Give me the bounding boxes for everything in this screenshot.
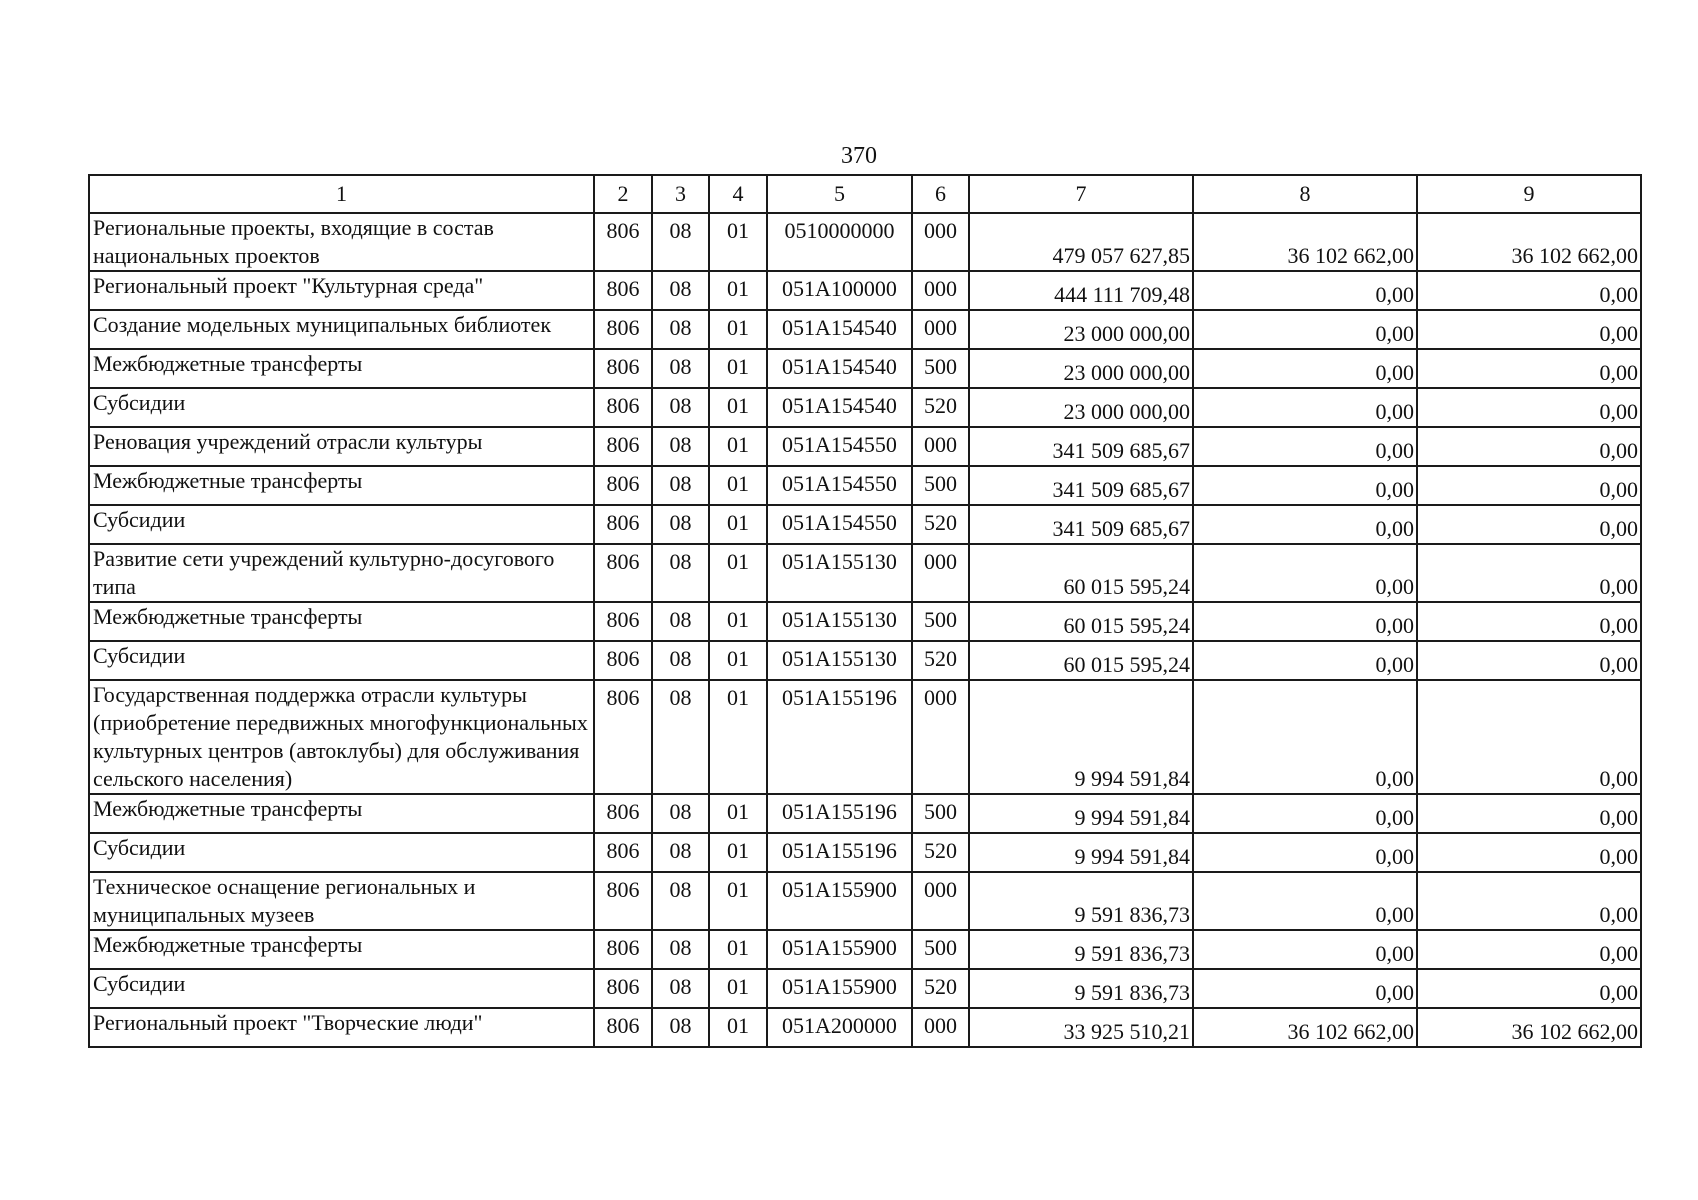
admin-code-cell: 806 [594,930,652,969]
amount-col9-cell: 0,00 [1417,271,1641,310]
section-code-cell: 08 [652,466,709,505]
amount-col8-cell: 36 102 662,00 [1193,213,1417,271]
amount-col9-cell: 0,00 [1417,794,1641,833]
row-name-cell: Региональный проект "Творческие люди" [89,1008,594,1047]
amount-col8-cell: 36 102 662,00 [1193,1008,1417,1047]
table-header [89,175,1641,213]
expense-type-cell: 000 [912,310,969,349]
admin-code-cell: 806 [594,544,652,602]
expense-type-cell: 500 [912,602,969,641]
section-code-cell: 08 [652,271,709,310]
amount-col9-cell: 0,00 [1417,602,1641,641]
row-name-cell: Развитие сети учреждений культурно-досугового типа [89,544,594,602]
expense-type-cell: 000 [912,680,969,794]
amount-col7-cell: 60 015 595,24 [969,641,1193,680]
target-article-cell: 051A155196 [767,833,912,872]
header-cell: 6 [912,175,969,213]
subsection-code-cell: 01 [709,544,767,602]
row-name-cell: Межбюджетные трансферты [89,930,594,969]
section-code-cell: 08 [652,641,709,680]
target-article-cell: 051A155130 [767,544,912,602]
expense-type-cell: 000 [912,872,969,930]
amount-col8-cell: 0,00 [1193,969,1417,1008]
expense-type-cell: 000 [912,213,969,271]
section-code-cell: 08 [652,1008,709,1047]
section-code-cell: 08 [652,602,709,641]
expense-type-cell: 500 [912,930,969,969]
target-article-cell: 051A155130 [767,602,912,641]
amount-col7-cell: 9 591 836,73 [969,930,1193,969]
subsection-code-cell: 01 [709,602,767,641]
amount-col7-cell: 33 925 510,21 [969,1008,1193,1047]
row-name-cell: Субсидии [89,388,594,427]
expense-type-cell: 500 [912,466,969,505]
admin-code-cell: 806 [594,310,652,349]
table-row [89,641,1641,680]
section-code-cell: 08 [652,969,709,1008]
amount-col8-cell: 0,00 [1193,872,1417,930]
subsection-code-cell: 01 [709,213,767,271]
table-row [89,1008,1641,1047]
amount-col8-cell: 0,00 [1193,544,1417,602]
expense-type-cell: 500 [912,349,969,388]
row-name-cell: Субсидии [89,505,594,544]
header-cell: 1 [89,175,594,213]
subsection-code-cell: 01 [709,427,767,466]
table-row [89,930,1641,969]
expense-type-cell: 000 [912,427,969,466]
admin-code-cell: 806 [594,680,652,794]
admin-code-cell: 806 [594,388,652,427]
subsection-code-cell: 01 [709,310,767,349]
admin-code-cell: 806 [594,602,652,641]
amount-col7-cell: 9 994 591,84 [969,794,1193,833]
amount-col9-cell: 0,00 [1417,310,1641,349]
amount-col8-cell: 0,00 [1193,833,1417,872]
amount-col9-cell: 36 102 662,00 [1417,213,1641,271]
table-row [89,213,1641,271]
budget-table [88,174,1642,1048]
amount-col7-cell: 341 509 685,67 [969,427,1193,466]
row-name-cell: Межбюджетные трансферты [89,794,594,833]
row-name-cell: Реновация учреждений отрасли культуры [89,427,594,466]
target-article-cell: 051A154540 [767,388,912,427]
header-row [89,175,1641,213]
admin-code-cell: 806 [594,794,652,833]
table-row [89,544,1641,602]
admin-code-cell: 806 [594,349,652,388]
table-row [89,969,1641,1008]
subsection-code-cell: 01 [709,872,767,930]
expense-type-cell: 520 [912,388,969,427]
admin-code-cell: 806 [594,213,652,271]
page-number: 370 [841,143,877,169]
subsection-code-cell: 01 [709,466,767,505]
header-cell: 9 [1417,175,1641,213]
expense-type-cell: 520 [912,505,969,544]
subsection-code-cell: 01 [709,833,767,872]
amount-col7-cell: 23 000 000,00 [969,310,1193,349]
amount-col9-cell: 0,00 [1417,349,1641,388]
amount-col9-cell: 0,00 [1417,427,1641,466]
amount-col7-cell: 341 509 685,67 [969,466,1193,505]
target-article-cell: 051A154550 [767,427,912,466]
section-code-cell: 08 [652,833,709,872]
admin-code-cell: 806 [594,833,652,872]
subsection-code-cell: 01 [709,969,767,1008]
amount-col7-cell: 60 015 595,24 [969,544,1193,602]
table-row [89,271,1641,310]
row-name-cell: Государственная поддержка отрасли культуры (приобретение передвижных многофункциональных культурных центров (автоклубы) для обслуживания сельского населения) [89,680,594,794]
section-code-cell: 08 [652,544,709,602]
target-article-cell: 051A154550 [767,466,912,505]
amount-col7-cell: 9 994 591,84 [969,680,1193,794]
header-cell: 7 [969,175,1193,213]
expense-type-cell: 520 [912,833,969,872]
admin-code-cell: 806 [594,505,652,544]
amount-col8-cell: 0,00 [1193,505,1417,544]
header-cell: 2 [594,175,652,213]
table-row [89,388,1641,427]
amount-col8-cell: 0,00 [1193,794,1417,833]
admin-code-cell: 806 [594,466,652,505]
amount-col8-cell: 0,00 [1193,930,1417,969]
amount-col9-cell: 0,00 [1417,505,1641,544]
section-code-cell: 08 [652,349,709,388]
row-name-cell: Межбюджетные трансферты [89,466,594,505]
section-code-cell: 08 [652,388,709,427]
table-row [89,466,1641,505]
amount-col9-cell: 0,00 [1417,641,1641,680]
admin-code-cell: 806 [594,271,652,310]
table-body [89,213,1641,1047]
section-code-cell: 08 [652,930,709,969]
amount-col7-cell: 9 994 591,84 [969,833,1193,872]
amount-col7-cell: 479 057 627,85 [969,213,1193,271]
expense-type-cell: 520 [912,641,969,680]
section-code-cell: 08 [652,872,709,930]
row-name-cell: Субсидии [89,969,594,1008]
expense-type-cell: 500 [912,794,969,833]
subsection-code-cell: 01 [709,388,767,427]
expense-type-cell: 520 [912,969,969,1008]
amount-col7-cell: 341 509 685,67 [969,505,1193,544]
amount-col9-cell: 0,00 [1417,872,1641,930]
header-cell: 3 [652,175,709,213]
table-row [89,680,1641,794]
amount-col7-cell: 444 111 709,48 [969,271,1193,310]
target-article-cell: 051A155130 [767,641,912,680]
row-name-cell: Региональный проект "Культурная среда" [89,271,594,310]
amount-col9-cell: 0,00 [1417,930,1641,969]
subsection-code-cell: 01 [709,930,767,969]
target-article-cell: 051A154540 [767,349,912,388]
section-code-cell: 08 [652,505,709,544]
table-row [89,505,1641,544]
amount-col7-cell: 9 591 836,73 [969,872,1193,930]
target-article-cell: 051A155196 [767,794,912,833]
amount-col8-cell: 0,00 [1193,271,1417,310]
row-name-cell: Техническое оснащение региональных и муниципальных музеев [89,872,594,930]
table-row [89,872,1641,930]
expense-type-cell: 000 [912,1008,969,1047]
subsection-code-cell: 01 [709,505,767,544]
table-row [89,794,1641,833]
target-article-cell: 051A154540 [767,310,912,349]
amount-col8-cell: 0,00 [1193,349,1417,388]
admin-code-cell: 806 [594,969,652,1008]
target-article-cell: 051A200000 [767,1008,912,1047]
table-row [89,349,1641,388]
table-row [89,833,1641,872]
subsection-code-cell: 01 [709,1008,767,1047]
amount-col9-cell: 0,00 [1417,388,1641,427]
section-code-cell: 08 [652,427,709,466]
amount-col7-cell: 23 000 000,00 [969,349,1193,388]
admin-code-cell: 806 [594,427,652,466]
amount-col9-cell: 0,00 [1417,466,1641,505]
target-article-cell: 051A155196 [767,680,912,794]
subsection-code-cell: 01 [709,641,767,680]
admin-code-cell: 806 [594,1008,652,1047]
table-row [89,310,1641,349]
subsection-code-cell: 01 [709,271,767,310]
admin-code-cell: 806 [594,641,652,680]
table-row [89,602,1641,641]
amount-col7-cell: 60 015 595,24 [969,602,1193,641]
row-name-cell: Создание модельных муниципальных библиотек [89,310,594,349]
expense-type-cell: 000 [912,271,969,310]
amount-col7-cell: 23 000 000,00 [969,388,1193,427]
target-article-cell: 051A155900 [767,969,912,1008]
amount-col8-cell: 0,00 [1193,602,1417,641]
section-code-cell: 08 [652,310,709,349]
amount-col8-cell: 0,00 [1193,641,1417,680]
row-name-cell: Межбюджетные трансферты [89,602,594,641]
target-article-cell: 051A100000 [767,271,912,310]
amount-col9-cell: 0,00 [1417,969,1641,1008]
amount-col8-cell: 0,00 [1193,310,1417,349]
amount-col8-cell: 0,00 [1193,466,1417,505]
section-code-cell: 08 [652,213,709,271]
target-article-cell: 051A154550 [767,505,912,544]
amount-col9-cell: 0,00 [1417,544,1641,602]
target-article-cell: 051A155900 [767,930,912,969]
subsection-code-cell: 01 [709,794,767,833]
section-code-cell: 08 [652,680,709,794]
admin-code-cell: 806 [594,872,652,930]
row-name-cell: Субсидии [89,833,594,872]
header-cell: 5 [767,175,912,213]
amount-col8-cell: 0,00 [1193,388,1417,427]
amount-col9-cell: 0,00 [1417,833,1641,872]
amount-col8-cell: 0,00 [1193,427,1417,466]
table-row [89,427,1641,466]
row-name-cell: Субсидии [89,641,594,680]
subsection-code-cell: 01 [709,680,767,794]
subsection-code-cell: 01 [709,349,767,388]
header-cell: 4 [709,175,767,213]
target-article-cell: 0510000000 [767,213,912,271]
header-cell: 8 [1193,175,1417,213]
row-name-cell: Региональные проекты, входящие в состав национальных проектов [89,213,594,271]
amount-col9-cell: 36 102 662,00 [1417,1008,1641,1047]
amount-col9-cell: 0,00 [1417,680,1641,794]
amount-col8-cell: 0,00 [1193,680,1417,794]
target-article-cell: 051A155900 [767,872,912,930]
expense-type-cell: 000 [912,544,969,602]
row-name-cell: Межбюджетные трансферты [89,349,594,388]
section-code-cell: 08 [652,794,709,833]
amount-col7-cell: 9 591 836,73 [969,969,1193,1008]
